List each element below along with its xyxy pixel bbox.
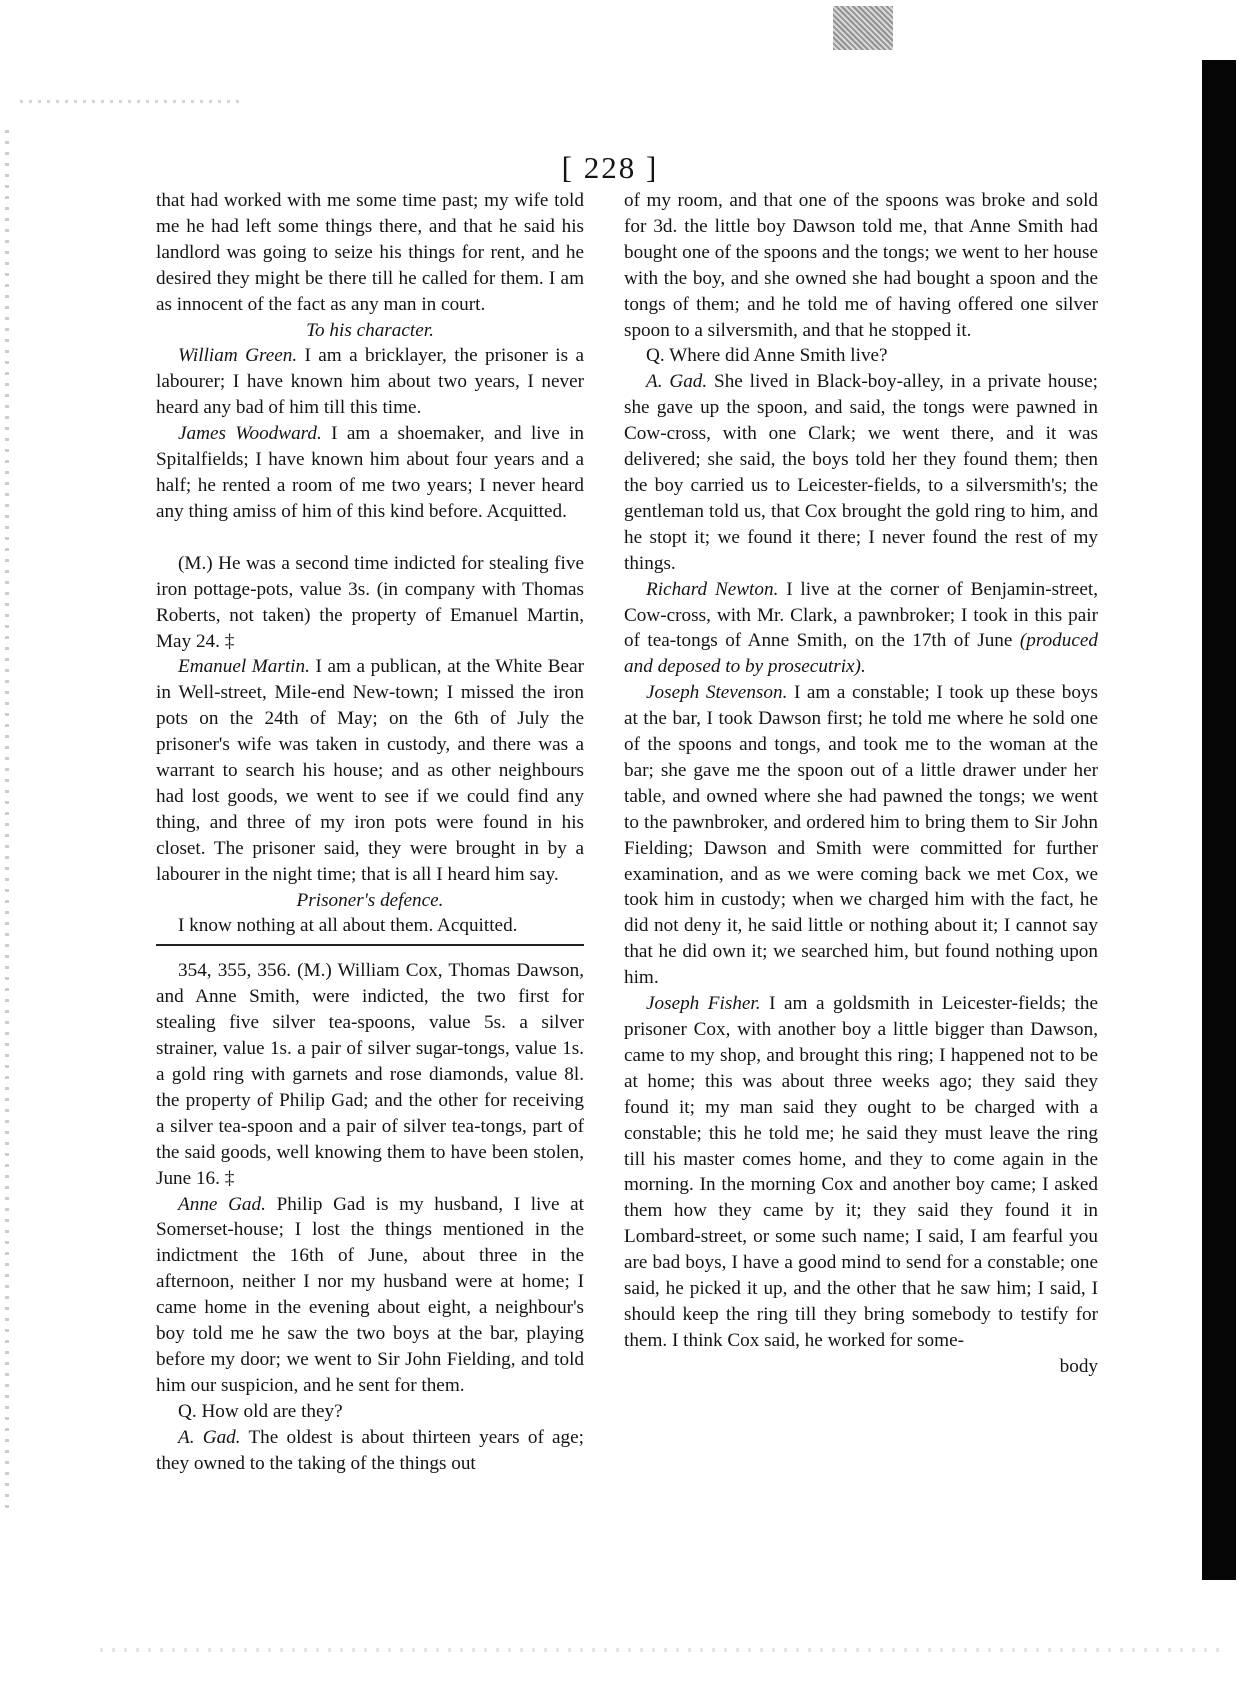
testimony-paragraph: Emanuel Martin. I am a publican, at the White Bear in Well-street, Mile-end New-town; I missed the iron pots on the 24th of May; on the 6th of July the prisoner's wife was taken in custody, and there was a warrant to search his house; and as other neighbours had lost goods, we went to see if we could find any thing, and three of my iron pots were found in his closet. The prisoner said, they were brought in by a labourer in the night time; that is all I heard him say. — [156, 656, 584, 885]
case-paragraph: 354, 355, 356. (M.) William Cox, Thomas Dawson, and Anne Smith, were indicted, the two first for stealing five silver tea-spoons, value 5s. a silver strainer, value 1s. a pair of silver sugar-tongs, value 1s. a gold ring with garnets and rose diamonds, value 8l. the property of Philip Gad; and the other for receiving a silver tea-spoon and a pair of silver tea-tongs, part of the said goods, well knowing them to have been stolen, June 16. ‡ — [156, 960, 584, 1189]
page-number: [ 228 ] — [561, 150, 659, 185]
witness-name: Emanuel Martin. — [178, 656, 310, 678]
witness-name: A. Gad. — [646, 371, 708, 393]
right-column — [624, 188, 1098, 1380]
question: Q. How old are they? — [178, 1400, 343, 1422]
testimony-paragraph: Joseph Fisher. I am a goldsmith in Leicester-fields; the prisoner Cox, with another boy a little bigger than Dawson, came to my shop, and brought this ring; I happened not to be at home; this was about three weeks ago; they said they found it; my man said they ought to be charged with a constable; this he told me; he said they must leave the ring till his master comes home, and they to come again in the morning. In the morning Cox and another boy came; I asked them how they came by it; they said they found it in Lombard-street, or some such name; I said, I am fearful you are bad boys, I have a good mind to send for a constable; one said, he picked it up, and the other that he saw him; I said, I should keep the ring till they bring somebody to testify for them. I think Cox said, he worked for some- — [624, 993, 1098, 1351]
testimony-paragraph: Joseph Stevenson. I am a constable; I took up these boys at the bar, I took Dawson first; he told me where he sold one of the spoons and tongs, and took me to the woman at the bar; she gave me the spoon out of a little drawer under her table, and owned where she had pawned the tongs; we went to the pawnbroker, and ordered him to bring them to Sir John Fielding; Dawson and Smith were committed for further examination, and as we were coming back we met Cox, we took him in custody; when we charged him with the fact, he did not deny it, he said little or nothing about it; I cannot say that he did own it; we searched him, but found nothing upon him. — [624, 682, 1098, 989]
section-divider — [156, 944, 584, 946]
library-stamp — [833, 6, 893, 50]
testimony-paragraph: Richard Newton. I live at the corner of Benjamin-street, Cow-cross, with Mr. Clark, a pawnbroker; I took in this pair of tea-tongs of Anne Smith, on the 17th of June (produced and deposed to by prosecutrix). — [624, 578, 1099, 678]
left-column — [156, 188, 584, 1477]
answer: A. Gad. The oldest is about thirteen years of age; they owned to the taking of the things out — [156, 1426, 584, 1474]
binding-shadow — [1202, 60, 1236, 1580]
testimony-paragraph: Anne Gad. Philip Gad is my husband, I live at Somerset-house; I lost the things mentioned in the indictment the 16th of June, about three in the afternoon, neither I nor my husband were at home; I came home in the evening about eight, a neighbour's boy told me he saw the two boys at the bar, playing before my door; we went to Sir John Fielding, and told him our suspicion, and he sent for them. — [156, 1193, 584, 1396]
spacer — [156, 525, 584, 551]
defence-paragraph: I know nothing at all about them. Acquitted. — [178, 915, 518, 937]
witness-name: James Woodward. — [178, 423, 322, 445]
witness-name: Richard Newton. — [646, 578, 779, 600]
scan-noise-bottom — [100, 1648, 1220, 1652]
witness-name: Joseph Fisher. — [646, 993, 761, 1015]
section-heading: Prisoner's defence. — [296, 889, 444, 911]
paragraph: of my room, and that one of the spoons was broke and sold for 3d. the little boy Dawson told me, that Anne Smith had bought one of the spoons and the tongs; we went to her house with the boy, and she owned she had bought a spoon and the tongs of them; and he told me of having offered one silver spoon to a silversmith, and that he stopped it. — [624, 190, 1098, 341]
scan-noise-top — [20, 100, 240, 103]
witness-name: Joseph Stevenson. — [646, 682, 788, 704]
witness-name: Anne Gad. — [178, 1193, 266, 1215]
scan-noise-left — [5, 130, 9, 1510]
witness-name: A. Gad. — [178, 1426, 241, 1448]
section-heading: To his character. — [306, 319, 434, 341]
testimony-paragraph: James Woodward. I am a shoemaker, and live in Spitalfields; I have known him about four years and a half; he rented a room of me two years; I never heard any thing amiss of him of this kind before. Acquitted. — [156, 423, 584, 522]
witness-name: William Green. — [178, 345, 298, 367]
testimony-paragraph: William Green. I am a bricklayer, the prisoner is a labourer; I have known him about two years, I never heard any bad of him till this time. — [156, 345, 584, 419]
answer: A. Gad. She lived in Black-boy-alley, in a private house; she gave up the spoon, and said, the tongs were pawned in Cow-cross, with one Clark; we went there, and it was delivered; she said, the boys told her they found them; then the boy carried us to Leicester-fields, to a silversmith's; the gentleman told us, that Cox brought the gold ring to him, and he stopt it; we found it there; I never found the rest of my things. — [624, 371, 1098, 574]
court-note: (produced and deposed to by prosecutrix). — [624, 630, 1098, 678]
paragraph: that had worked with me some time past; my wife told me he had left some things there, and that he said his landlord was going to seize his things for rent, and he desired they might be there till he called for them. I am as innocent of the fact as any man in court. — [156, 190, 584, 315]
indictment-paragraph: (M.) He was a second time indicted for stealing five iron pottage-pots, value 3s. (in company with Thomas Roberts, not taken) the property of Emanuel Martin, May 24. ‡ — [156, 552, 584, 652]
catchword: body — [1059, 1355, 1098, 1377]
question: Q. Where did Anne Smith live? — [646, 345, 888, 367]
